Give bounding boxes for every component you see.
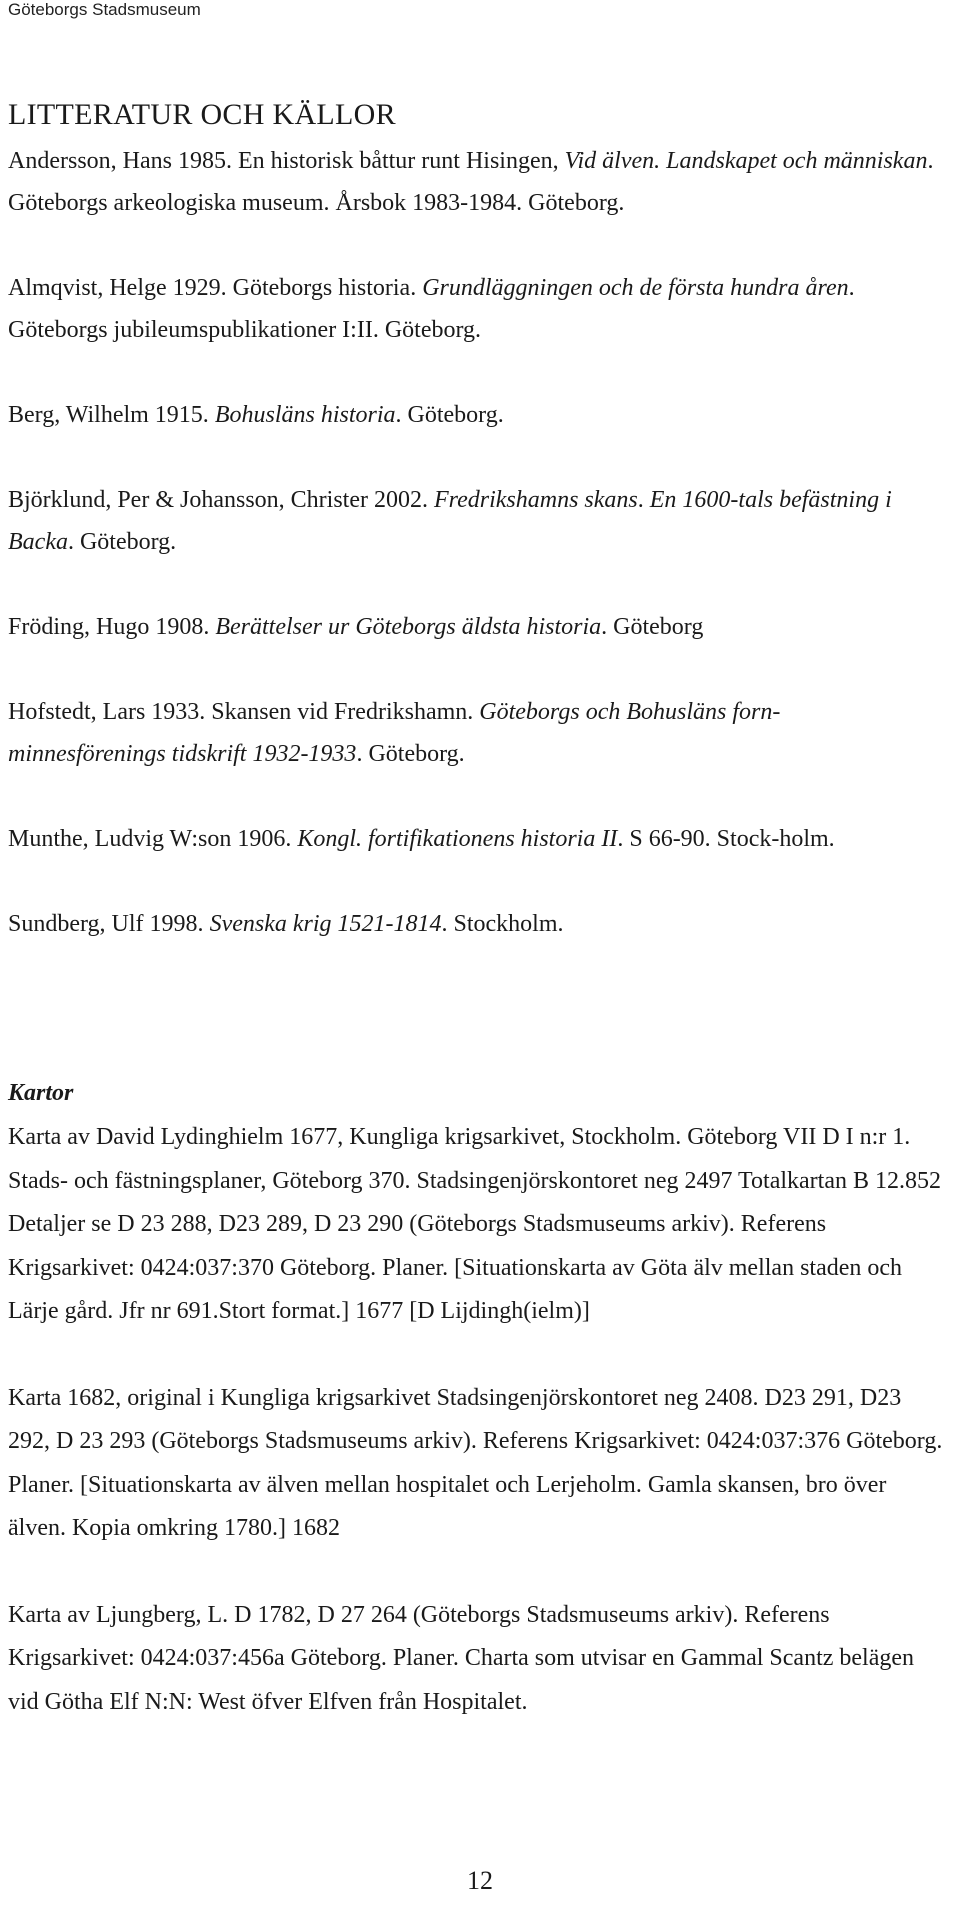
map-entry: Karta 1682, original i Kungliga krigsarkivet Stadsingenjörskontoret neg 2408. D23 291, D23 292, D 23 293 (Göteborgs Stadsmuseums arkiv). Referens Krigsarkivet: 0424:037:376 Göteborg. Planer. [Situationskarta av älven mellan hospitalet och Lerjeholm. Gamla skansen, bro över älven. Kopia omkring 1780.] 1682 — [8, 1384, 943, 1541]
reference-author: Almqvist, Helge 1929. — [8, 275, 227, 301]
map-entry: Karta av Ljungberg, L. D 1782, D 27 264 (Göteborgs Stadsmuseums arkiv). Referens Krigsarkivet: 0424:037:456a Göteborg. Planer. Charta som utvisar en Gammal Scantz belägen vid Götha Elf N:N: West öfver Elfven från Hospitalet. — [8, 1601, 915, 1715]
reference-title: Kongl. fortifikationens historia II — [297, 826, 618, 852]
reference-title: Grundläggningen och de första hundra åren — [422, 275, 849, 301]
reference-item — [8, 140, 938, 224]
reference-title: Fredrikshamns skans — [434, 487, 638, 513]
reference-author: Berg, Wilhelm 1915. — [8, 402, 209, 428]
reference-item — [8, 818, 938, 860]
section-heading: LITTERATUR OCH KÄLLOR — [8, 98, 396, 131]
reference-title: Vid älven. Landskapet och människan — [564, 148, 928, 174]
reference-item — [8, 903, 938, 945]
running-header: Göteborgs Stadsmuseum — [8, 0, 201, 19]
reference-subtitle: En 1600-tals befästning i Backa — [8, 487, 892, 555]
maps-list — [8, 1116, 943, 1767]
reference-item — [8, 479, 938, 563]
reference-text: . Göteborg — [601, 614, 704, 640]
map-entry: Karta av David Lydinghielm 1677, Kungliga krigsarkivet, Stockholm. Göteborg VII D I n:r 1. Stads- och fästningsplaner, Göteborg 370. Stadsingenjörskontoret neg 2497 Totalkartan B 12.852 Detaljer se D 23 288, D23 289, D 23 290 (Göteborgs Stadsmuseums arkiv). Referens Krigsarkivet: 0424:037:370 Göteborg. Planer. [Situationskarta av Göta älv mellan staden och Lärje gård. Jfr nr 691.Stort format.] 1677 [D Lijdingh(ielm)] — [8, 1124, 941, 1324]
reference-item — [8, 606, 938, 648]
reference-text: En historisk båttur runt Hisingen, — [231, 148, 565, 174]
reference-text: . S 66-90. Stock-holm. — [617, 826, 835, 852]
reference-text: . Göteborg. — [395, 402, 504, 428]
reference-title: Göteborgs och Bohusläns forn-minnesförenings tidskrift 1932-1933 — [8, 699, 781, 767]
reference-author: Fröding, Hugo 1908. — [8, 614, 210, 640]
reference-text: . Göteborgs jubileumspublikationer I:II. Göteborg. — [8, 275, 855, 343]
reference-text: Skansen vid Fredrikshamn. — [205, 699, 480, 725]
page-number: 12 — [467, 1866, 493, 1895]
reference-list — [8, 140, 938, 988]
reference-author: Hofstedt, Lars 1933. — [8, 699, 206, 725]
reference-text: . — [637, 487, 650, 513]
reference-item — [8, 691, 938, 775]
reference-item — [8, 267, 938, 351]
reference-text: . Göteborg. — [67, 529, 177, 555]
reference-text: . Stockholm. — [441, 911, 564, 937]
reference-title: Bohusläns historia — [214, 402, 396, 428]
reference-author: Sundberg, Ulf 1998. — [8, 911, 204, 937]
reference-author: Munthe, Ludvig W:son 1906. — [8, 826, 292, 852]
maps-heading: Kartor — [8, 1080, 74, 1106]
reference-text: Göteborgs historia. — [226, 275, 423, 301]
reference-title: Berättelser ur Göteborgs äldsta historia — [215, 614, 602, 640]
reference-text: . Göteborgs arkeologiska museum. Årsbok 1983-1984. Göteborg. — [8, 148, 934, 216]
reference-item — [8, 394, 938, 436]
reference-author: Björklund, Per & Johansson, Christer 2002. — [8, 487, 428, 513]
reference-text: . Göteborg. — [356, 741, 465, 767]
reference-title: Svenska krig 1521-1814 — [209, 911, 442, 937]
reference-author: Andersson, Hans 1985. — [8, 148, 232, 174]
